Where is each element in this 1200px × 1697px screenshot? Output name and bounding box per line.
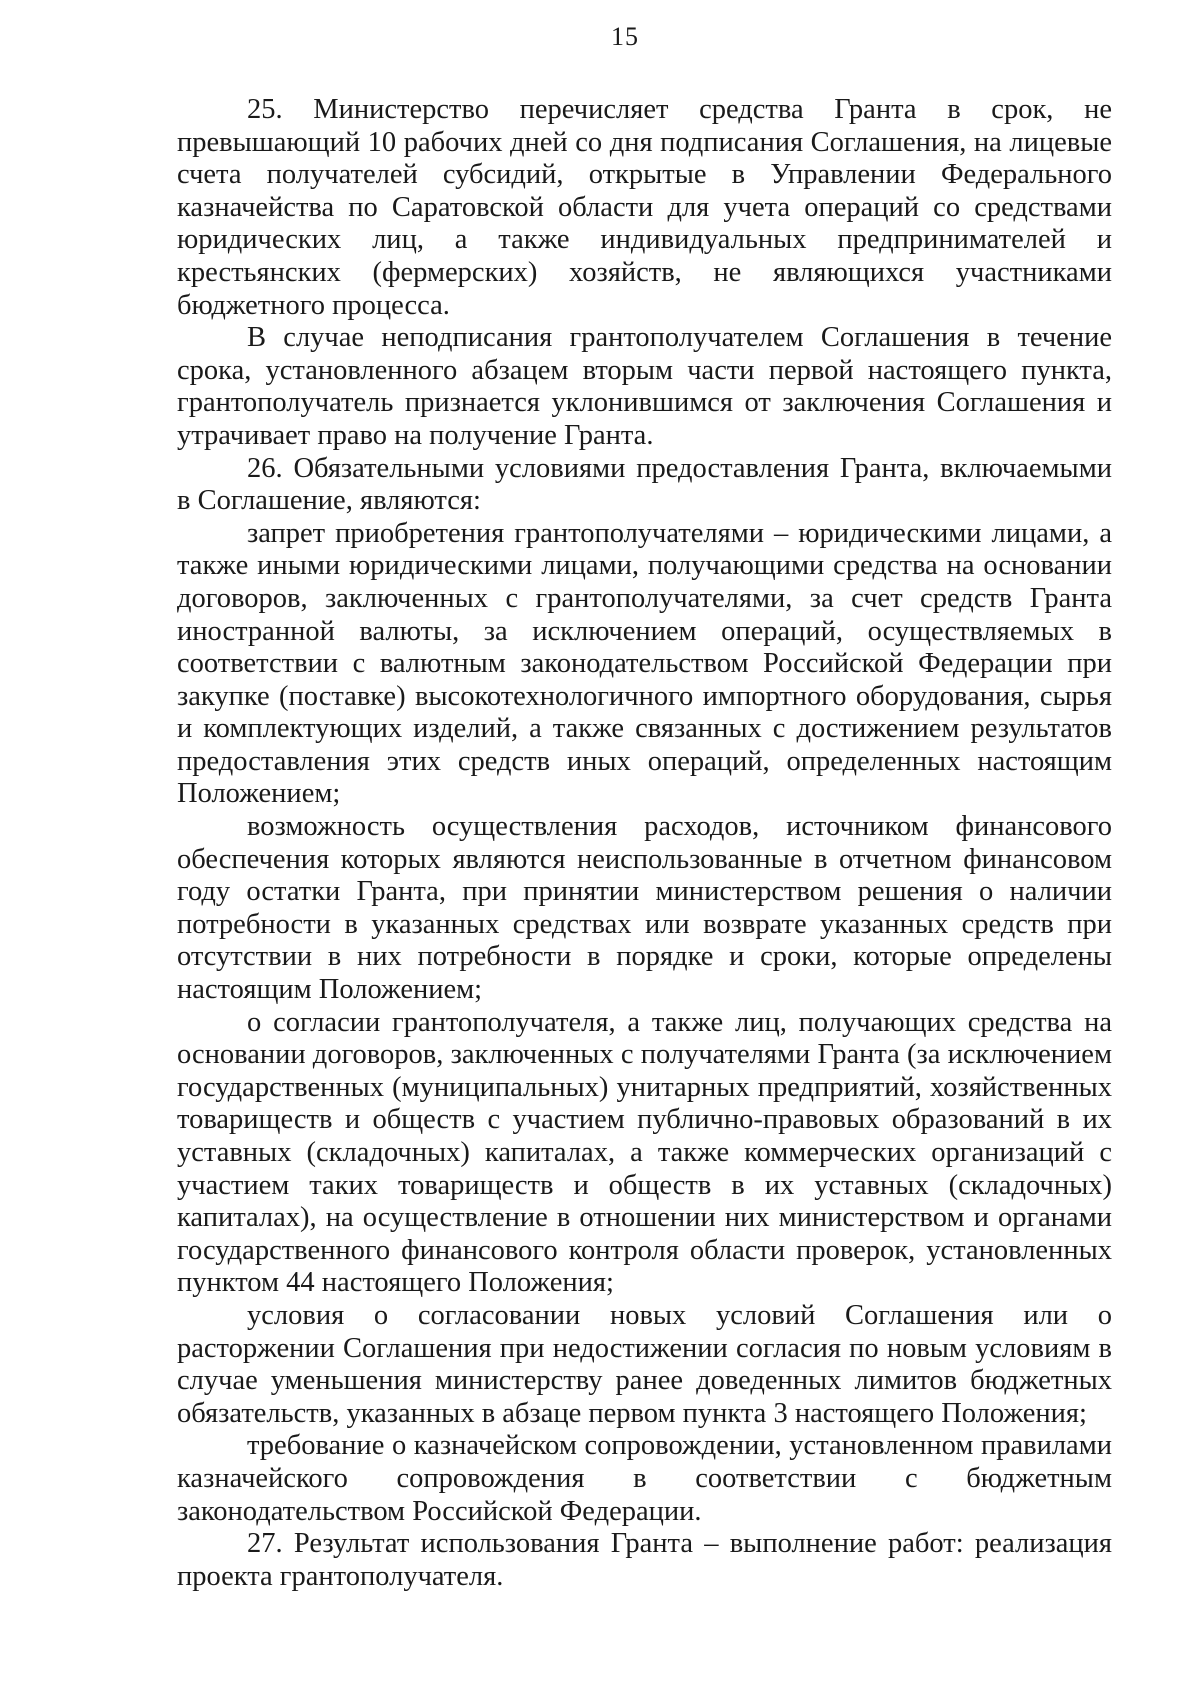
condition-inspection-consent: о согласии грантополучателя, а также лиц, получающих средства на основании договоров, заключенных с получателями Гранта (за исключением государственных (муниципальных) унитарных предприятий, хозяйственных товариществ и обществ с участием публично-правовых образований в их уставных (складочных) капиталах, а также коммерческих организаций с участием таких товариществ и обществ в их уставных (складочных) капиталах), на осуществление в отношении них министерством и органами государственного финансового контроля области проверок, установленных пунктом 44 настоящего Положения; [177, 1006, 1112, 1299]
document-body [177, 94, 1112, 1593]
page-number: 15 [611, 22, 639, 51]
condition-agreement-renegotiation: условия о согласовании новых условий Соглашения или о расторжении Соглашения при недостижении согласия по новым условиям в случае уменьшения министерству ранее доведенных лимитов бюджетных обязательств, указанных в абзаце первом пункта 3 настоящего Положения; [177, 1299, 1112, 1429]
condition-unused-balance: возможность осуществления расходов, источником финансового обеспечения которых являются неиспользованные в отчетном финансовом году остатки Гранта, при принятии министерством решения о наличии потребности в указанных средствах или возврате указанных средств при отсутствии в них потребности в порядке и сроки, которые определены настоящим Положением; [177, 811, 1112, 1006]
condition-currency-ban: запрет приобретения грантополучателями – юридическими лицами, а также иными юридическими лицами, получающими средства на основании договоров, заключенных с грантополучателями, за счет средств Гранта иностранной валюты, за исключением операций, осуществляемых в соответствии с валютным законодательством Российской Федерации при закупке (поставке) высокотехнологичного импортного оборудования, сырья и комплектующих изделий, а также связанных с достижением результатов предоставления этих средств иных операций, определенных настоящим Положением; [177, 517, 1112, 810]
condition-treasury-support: требование о казначейском сопровождении, установленном правилами казначейского сопровождения в соответствии с бюджетным законодательством Российской Федерации. [177, 1430, 1112, 1527]
paragraph-25-refusal: В случае неподписания грантополучателем Соглашения в течение срока, установленного абзацем вторым части первой настоящего пункта, грантополучатель признается уклонившимся от заключения Соглашения и утрачивает право на получение Гранта. [177, 322, 1112, 451]
paragraph-26: 26. Обязательными условиями предоставления Гранта, включаемыми в Соглашение, являются: [177, 452, 1112, 517]
paragraph-25: 25. Министерство перечисляет средства Гранта в срок, не превышающий 10 рабочих дней со дня подписания Соглашения, на лицевые счета получателей субсидий, открытые в Управлении Федерального казначейства по Саратовской области для учета операций со средствами юридических лиц, а также индивидуальных предпринимателей и крестьянских (фермерских) хозяйств, не являющихся участниками бюджетного процесса. [177, 94, 1112, 321]
paragraph-27: 27. Результат использования Гранта – выполнение работ: реализация проекта грантополучателя. [177, 1528, 1112, 1592]
